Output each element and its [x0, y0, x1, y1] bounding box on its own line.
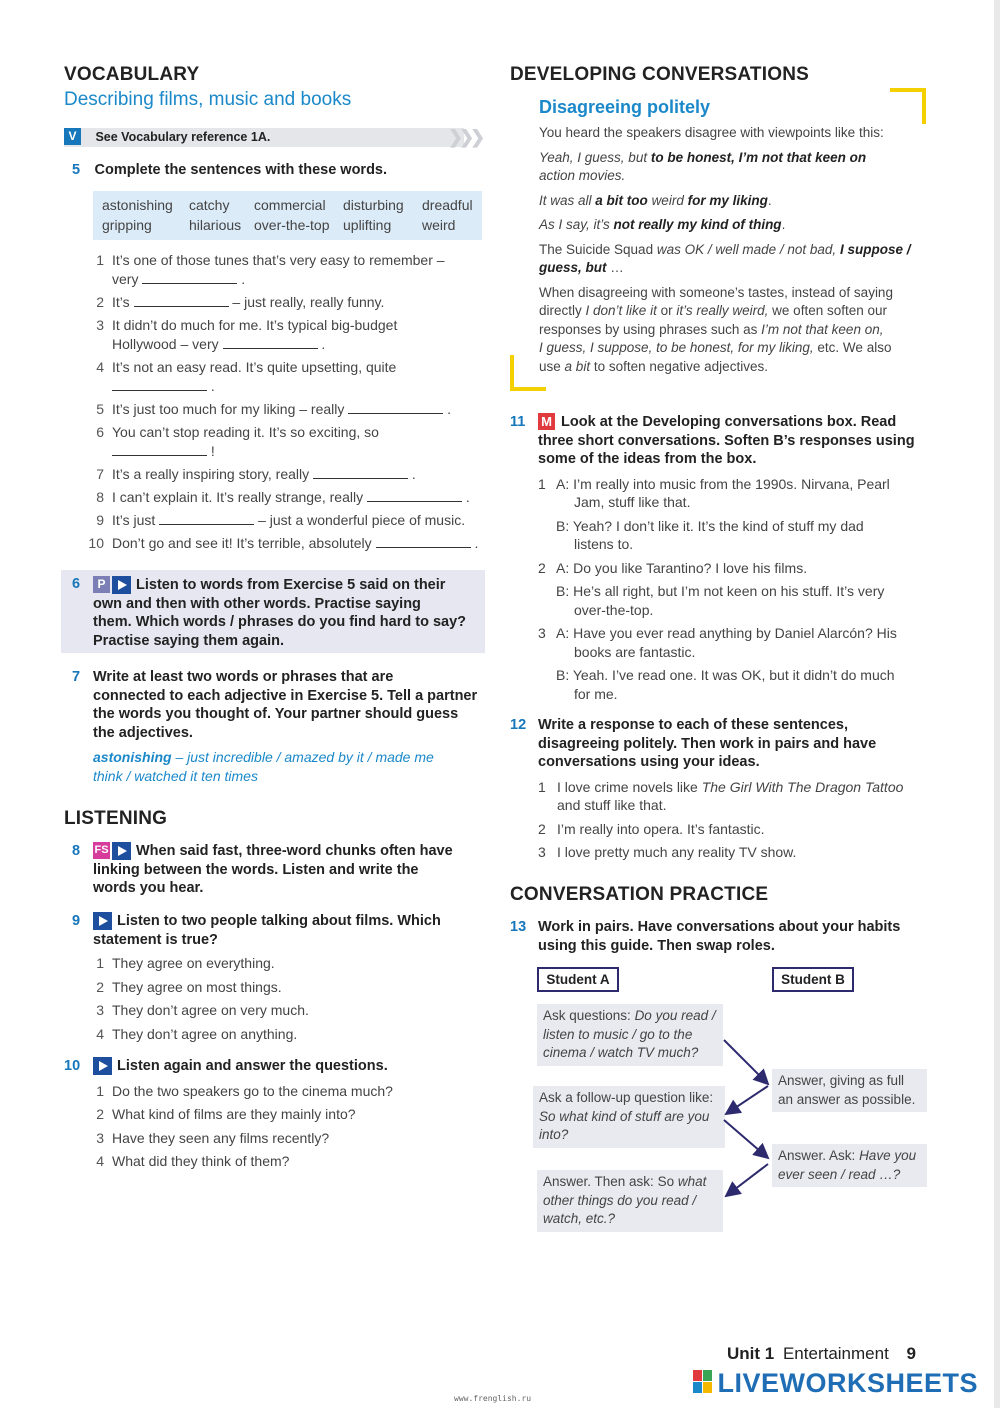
site-url: www.frenglish.ru [454, 1394, 532, 1403]
list-item: 6 You can’t stop reading it. It’s so exciting, so ! [96, 424, 379, 459]
exercise-number: 6 [72, 576, 81, 592]
arrow-b2-a3 [726, 1164, 768, 1196]
list-item: 2 It’s – just really, really funny. [96, 294, 385, 310]
list-item: 3 It didn’t do much for me. It’s typical big-budget Hollywood – very . [96, 317, 398, 352]
list-item: 1 Do the two speakers go to the cinema much? [96, 1082, 393, 1099]
word-box-item: uplifting [343, 217, 392, 233]
arrow-a1-b1 [724, 1040, 768, 1084]
list-item: 3 Have they seen any films recently? [96, 1129, 330, 1146]
answer-blank[interactable] [367, 489, 462, 502]
list-item: 4 It’s not an easy read. It’s quite upsetting, quite . [96, 359, 397, 394]
arrow-b1-a2 [726, 1086, 768, 1114]
step-a2: Ask a follow-up question like: So what kind of stuff are you into? [533, 1086, 725, 1148]
arrow-a2-b2 [724, 1120, 768, 1158]
list-item: 1 I love crime novels like The Girl With The Dragon Tattoo and stuff like that. [538, 778, 904, 813]
fast-speech-badge-icon: FS [93, 842, 110, 859]
list-item: 2 They agree on most things. [96, 978, 282, 995]
list-item: 3 I love pretty much any reality TV show. [538, 844, 797, 860]
conversation: 1 A: I’m really into music from the 1990s. Nirvana, Pearl Jam, stuff like that. B: Yeah? I don’t like it. It’s the kind of stuff my dad listens to. [538, 475, 890, 552]
step-a3: Answer. Then ask: So what other things do you read / watch, etc.? [537, 1170, 723, 1232]
liveworksheets-logo-icon [693, 1370, 713, 1394]
exercise-5 [72, 161, 387, 180]
exercise-number: 11 [510, 414, 526, 430]
exercise-10: 10 Listen again and answer the questions. 1 Do the two speakers go to the cinema much? 2 What kind of films are they mainly into? 3 Have they seen any films recently? 4 What did they think of them? [64, 1057, 494, 1075]
word-box-item: disturbing [343, 197, 404, 213]
word-box-item: hilarious [189, 217, 242, 233]
list-item: 1 It’s one of those tunes that’s very easy to remember – very . [96, 252, 445, 287]
student-b-label: Student B [772, 967, 854, 992]
word-box [93, 191, 482, 240]
flow-arrows [700, 1030, 790, 1210]
list-item: 10 Don’t go and see it! It’s terrible, absolutely . [88, 535, 479, 551]
exercise-9: 9 Listen to two people talking about films. Which statement is true? 1 They agree on everything. 2 They agree on most things. 3 They don’t agree on very much. 4 They don’t agree on anything. [72, 912, 492, 930]
exercise-6: 6 P Listen to words from Exercise 5 said on their own and then with other words. Practise saying them. Which words / phrases do you find hard to say? Practise saying them again. [72, 576, 467, 649]
conversation: 3 A: Have you ever read anything by Daniel Alarcón? His books are fantastic. B: Yeah. I’ve read one. It was OK, but it didn’t do much for me. [538, 625, 897, 702]
step-b1: Answer, giving as full an answer as possible. [772, 1069, 927, 1112]
list-item: 4 What did they think of them? [96, 1153, 290, 1169]
exercise-5-items [84, 251, 484, 557]
example-answer: astonishing – just incredible / amazed by it / made me think / watched it ten times [93, 749, 434, 784]
vocabulary-subheading: Describing films, music and books [64, 89, 352, 110]
student-a-label: Student A [537, 967, 619, 992]
exercise-number: 13 [510, 919, 527, 935]
list-item: 2 What kind of films are they mainly into? [96, 1106, 356, 1122]
list-item: 5 It’s just too much for my liking – really . [96, 401, 452, 417]
step-b2: Answer. Ask: Have you ever seen / read …? [772, 1144, 927, 1187]
answer-blank[interactable] [313, 466, 408, 479]
step-a1: Ask questions: Do you read / listen to music / go to the cinema / watch TV much? [537, 1004, 723, 1066]
answer-blank[interactable] [348, 401, 443, 414]
vocabulary-heading: VOCABULARY [64, 64, 200, 85]
play-icon[interactable] [93, 1057, 112, 1075]
list-item: 8 I can’t explain it. It’s really strange, really . [96, 489, 470, 505]
conversation-practice-heading: CONVERSATION PRACTICE [510, 884, 769, 905]
box-title: Disagreeing politely [539, 97, 711, 117]
exercise-8: 8 FS When said fast, three-word chunks often have linking between the words. Listen and write the words you hear. [72, 843, 453, 896]
exercise-12: 12 Write a response to each of these sentences, disagreeing politely. Then work in pairs and have conversations using your ideas. 1 I love crime novels like The Girl With The Dragon Tattoo and stuff like that. 2 I’m really into opera. It’s fantastic. 3 I love pretty much any reality TV show. [510, 716, 930, 734]
exercise-number: 9 [72, 913, 81, 929]
page-edge [994, 0, 1000, 1408]
answer-blank[interactable] [159, 512, 254, 525]
chevrons-icon: ❯❯❯ [448, 127, 482, 147]
exercise-13: 13 Work in pairs. Have conversations about your habits using this guide. Then swap roles. [510, 919, 901, 954]
play-icon[interactable] [112, 842, 131, 860]
word-box-item: astonishing [102, 197, 173, 213]
answer-blank[interactable] [112, 443, 207, 456]
answer-blank[interactable] [142, 271, 237, 284]
exercise-number: 8 [72, 843, 81, 859]
word-box-item: catchy [189, 197, 230, 213]
exercise-7: 7 Write at least two words or phrases that are connected to each adjective in Exercise 5. Tell a partner the words you thought of. Your partner should guess the adjectives. astonishing – just incredible / amazed by it / made me think / watched it ten times [72, 668, 492, 686]
word-box-item: dreadful [422, 197, 473, 213]
vocabulary-badge-icon: V [64, 128, 81, 145]
bracket-top-right [890, 88, 926, 124]
exercise-number: 12 [510, 717, 527, 733]
play-icon[interactable] [112, 576, 131, 594]
vocabulary-reference-text: See Vocabulary reference 1A. [95, 130, 271, 144]
exercise-number: 10 [64, 1058, 81, 1074]
exercise-instruction: Complete the sentences with these words. [94, 162, 388, 178]
developing-conversations-heading: DEVELOPING CONVERSATIONS [510, 64, 809, 85]
answer-blank[interactable] [376, 535, 471, 548]
answer-blank[interactable] [223, 336, 318, 349]
page-footer: Unit 1 Entertainment 9 [727, 1344, 917, 1363]
conversation: 2 A: Do you like Tarantino? I love his films. B: He’s all right, but I’m not keen on his stuff. It’s very over-the-top. [538, 559, 885, 618]
pronunciation-badge-icon: P [93, 576, 110, 593]
list-item: 3 They don’t agree on very much. [96, 1002, 309, 1018]
list-item: 9 It’s just – just a wonderful piece of music. [96, 512, 466, 528]
list-item: 4 They don’t agree on anything. [96, 1025, 298, 1042]
answer-blank[interactable] [134, 294, 229, 307]
word-box-item: commercial [254, 197, 326, 213]
listening-heading: LISTENING [64, 808, 168, 829]
exercise-number: 7 [72, 669, 81, 685]
list-item: 7 It’s a really inspiring story, really . [96, 466, 416, 482]
vocabulary-reference-bar [64, 128, 464, 147]
m-badge-icon: M [538, 413, 555, 430]
list-item: 2 I’m really into opera. It’s fantastic. [538, 820, 765, 837]
word-box-item: gripping [102, 217, 152, 233]
developing-box-content: You heard the speakers disagree with viewpoints like this: Yeah, I guess, but to be honest, I’m not that keen on action movies. It was all a bit too weird for my liking. As I say, it’s not really my kind of thing. The Suicide Squad was OK / well made / not bad, I suppose / guess, but … When disagreeing with someone’s tastes, instead of saying directly I don’t like it or it’s really weird, we often soften our responses by using phrases such as I’m not that keen on, I guess, I suppose, to be honest, for my liking, etc. We also use a bit to soften negative adjectives. [539, 125, 911, 374]
word-box-item: over-the-top [254, 217, 330, 233]
word-box-item: weird [422, 217, 456, 233]
brand-logo: LIVEWORKSHEETS [693, 1370, 978, 1396]
list-item: 1 They agree on everything. [96, 955, 275, 971]
exercise-11: 11 M Look at the Developing conversations box. Read three short conversations. Soften B’s responses using some of the ideas from the box. 1 A: I’m really into music from the 1990s. Nirvana, Pearl Jam, stuff like that. B: Yeah? I don’t like it. It’s the kind of stuff my dad listens to. 2 A: Do you like Tarantino? I love his films. B: He’s all right, but I’m not keen on his stuff. It’s very over-the-top. 3 A: Have you ever read anything by Daniel Alarcón? His books are fantastic. B: Yeah. I’ve read one. It was OK, but it didn’t do much for me. [510, 413, 930, 431]
play-icon[interactable] [93, 912, 112, 930]
exercise-number: 5 [72, 162, 81, 178]
